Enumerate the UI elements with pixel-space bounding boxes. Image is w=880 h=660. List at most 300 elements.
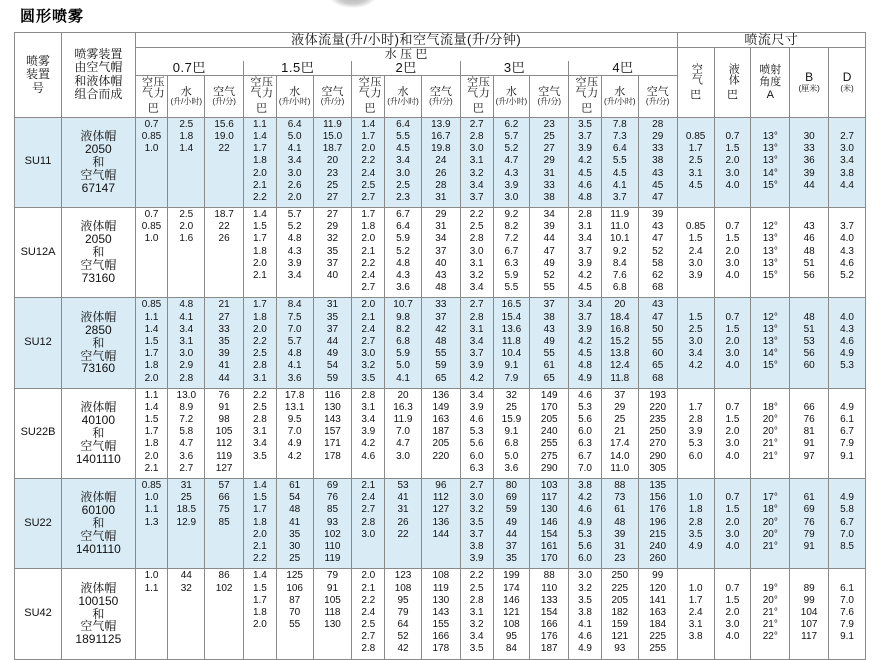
- air-pressure-1-5: [244, 479, 277, 569]
- cell-value: 60: [652, 348, 664, 360]
- cell-value: 95: [397, 594, 409, 606]
- dim-b: [790, 208, 829, 298]
- cell-value: 49: [505, 516, 517, 528]
- dim-air-line-1: 空气: [690, 63, 703, 86]
- air-pressure-2: [352, 479, 385, 569]
- cell-value: 8.5: [840, 540, 854, 552]
- cell-value: 1.1: [144, 311, 159, 323]
- airflow-0-7: [205, 479, 244, 569]
- cap-line: 和: [92, 606, 105, 621]
- cell-value: 1.1: [252, 118, 267, 130]
- cell-value: 184: [649, 619, 667, 631]
- cell-value: 18°: [762, 401, 778, 413]
- cell-value: 3.9: [578, 143, 592, 155]
- cap-line: 空气帽: [80, 167, 117, 182]
- cell-value: 21°: [762, 450, 778, 462]
- water-2: [385, 298, 422, 388]
- cell-value: 250: [611, 570, 629, 582]
- cell-value: 240: [649, 540, 667, 552]
- cell-value: 15°: [762, 270, 778, 282]
- cell-value: 170: [540, 553, 558, 565]
- cell-value: 121: [503, 606, 520, 618]
- cell-value: 146: [503, 594, 520, 606]
- cell-value: 3.4: [469, 335, 484, 347]
- cell-value: 3.5: [252, 450, 267, 462]
- cell-value: 3.6: [396, 282, 410, 294]
- cell-value: 4.8: [578, 360, 592, 372]
- cell-value: 6.7: [840, 426, 854, 438]
- cell-value: 99: [803, 594, 815, 606]
- cell-value: 3.0: [725, 167, 740, 179]
- cell-value: 2.9: [179, 360, 194, 372]
- cell-value: 3.0: [469, 245, 484, 257]
- cell-value: 2.0: [725, 155, 740, 167]
- airflow-0-7: [205, 569, 244, 659]
- cell-value: 3.0: [725, 528, 740, 540]
- cell-value: 4.6: [361, 450, 376, 462]
- cell-value: 3.4: [179, 323, 194, 335]
- cell-value: 59: [505, 504, 517, 516]
- cap-line: 空气帽: [80, 258, 117, 273]
- cell-value: 4.8: [396, 257, 410, 269]
- cell-value: 123: [394, 570, 412, 582]
- cell-value: 1.7: [144, 426, 159, 438]
- cell-value: 3.7: [578, 130, 592, 142]
- dim-b: [790, 117, 829, 207]
- cell-value: 93: [614, 643, 626, 655]
- cell-value: [168, 156, 204, 168]
- dim-b: [790, 479, 829, 569]
- cell-value: 255: [649, 643, 667, 655]
- cell-value: 42: [435, 323, 447, 335]
- cell-value: 35: [289, 528, 301, 540]
- cell-value: 7.0: [840, 528, 854, 540]
- cell-value: 65: [543, 372, 555, 384]
- water-3: [493, 298, 530, 388]
- cell-value: 99: [652, 570, 664, 582]
- cell-value: 3.4: [361, 414, 376, 426]
- cell-value: 2.4: [688, 606, 703, 618]
- cell-value: [168, 247, 204, 259]
- cell-value: 38: [652, 155, 664, 167]
- header-unit-water-4: 水 (升/小时): [601, 76, 638, 118]
- dim-angle-line-3: A: [766, 88, 774, 101]
- cell-value: 3.7: [469, 348, 484, 360]
- cell-value: 44: [326, 335, 339, 347]
- cell-value: 43: [652, 299, 664, 311]
- cell-value: [205, 169, 243, 181]
- cell-value: 66: [218, 492, 230, 504]
- cell-value: 6.3: [469, 462, 484, 474]
- model-head-line: 喷雾: [26, 53, 51, 68]
- cell-value: 3.0: [396, 167, 410, 179]
- cell-value: 52: [397, 631, 409, 643]
- cell-value: 76: [326, 492, 339, 504]
- cell-value: 16.3: [393, 401, 413, 413]
- cell-value: [385, 464, 421, 476]
- cell-value: 22: [218, 221, 230, 233]
- header-unit-air-pressure-0-7: 空气压力巴: [135, 76, 168, 118]
- cell-value: 6.4: [396, 221, 410, 233]
- cell-value: 41: [397, 492, 409, 504]
- cell-value: 27: [326, 191, 339, 203]
- dim-air-bar: [677, 117, 714, 207]
- air-pressure-2: [352, 298, 385, 388]
- cell-value: [314, 464, 352, 476]
- cell-value: 3.5: [361, 372, 376, 384]
- cell-value: [244, 464, 276, 476]
- cell-value: 0.85: [141, 221, 162, 233]
- cell-value: 4.1: [179, 311, 194, 323]
- cell-value: 7.6: [612, 270, 627, 282]
- cell-value: 4.0: [725, 360, 740, 372]
- cell-value: 4.0: [725, 631, 740, 643]
- cell-value: 1.5: [725, 233, 740, 245]
- cell-value: 17.4: [610, 438, 630, 450]
- cell-value: 20°: [762, 516, 778, 528]
- cell-value: 2.7: [469, 118, 484, 130]
- cell-value: 53: [397, 480, 409, 492]
- cell-value: 4.5: [396, 143, 410, 155]
- airflow-3: [530, 479, 569, 569]
- cell-value: 22: [397, 528, 409, 540]
- cell-value: 52: [543, 270, 555, 282]
- header-pressure-2: 2巴: [352, 61, 460, 76]
- cell-value: 6.7: [396, 209, 410, 221]
- cell-value: 4.6: [578, 631, 592, 643]
- cell-value: 70: [289, 606, 301, 618]
- cell-value: 2.8: [469, 594, 484, 606]
- cell-value: 34: [543, 209, 555, 221]
- cell-value: 0.85: [685, 130, 706, 142]
- cell-value: 2.8: [361, 389, 376, 401]
- dim-air-bar: [677, 208, 714, 298]
- cell-value: 3.1: [361, 401, 376, 413]
- dim-b: [790, 569, 829, 659]
- cell-value: 0.7: [725, 221, 740, 233]
- cell-value: 2.4: [361, 492, 376, 504]
- cell-value: 21: [614, 426, 626, 438]
- cell-value: 166: [432, 631, 450, 643]
- cell-value: 76: [803, 414, 815, 426]
- header-water-pressure-label: 水 压 巴: [352, 48, 460, 61]
- cell-value: 50: [652, 323, 664, 335]
- water-1-5: [276, 479, 313, 569]
- cell-value: 3.0: [688, 335, 703, 347]
- cell-value: 1.8: [144, 438, 159, 450]
- cell-value: 225: [649, 631, 667, 643]
- cell-value: 29: [435, 209, 447, 221]
- airflow-4: [638, 298, 677, 388]
- header-pressure-3: 3巴: [460, 61, 568, 76]
- cell-value: 1.8: [252, 311, 267, 323]
- cell-value: 37: [614, 389, 626, 401]
- cell-value: 240: [540, 426, 558, 438]
- cell-value: 4.1: [287, 360, 302, 372]
- cell-value: 43: [652, 167, 664, 179]
- cell-value: 7.3: [612, 130, 627, 142]
- header-dimension-group: 喷流尺寸: [677, 33, 865, 48]
- cell-value: 35: [218, 335, 230, 347]
- cell-value: 1.0: [144, 492, 159, 504]
- cell-value: 16.7: [431, 130, 451, 142]
- cell-value: 2.2: [252, 335, 267, 347]
- air-pressure-1-5: [244, 298, 277, 388]
- cell-value: 205: [611, 594, 629, 606]
- cell-value: 2.8: [252, 414, 267, 426]
- cell-value: 7.8: [612, 118, 627, 130]
- header-pressure-1-5: 1.5巴: [244, 61, 352, 76]
- cell-value: 44: [505, 528, 517, 540]
- cell-value: 9.1: [840, 631, 854, 643]
- cell-value: 4.3: [287, 245, 302, 257]
- cell-value: 3.6: [504, 462, 519, 474]
- cell-value: 32: [505, 389, 517, 401]
- cell-value: 3.1: [688, 619, 703, 631]
- cell-value: 2.0: [361, 233, 376, 245]
- cell-value: 59: [326, 372, 339, 384]
- cell-value: 31: [614, 540, 626, 552]
- cap-line: 和: [92, 516, 105, 531]
- cap-line: 40100: [81, 412, 116, 427]
- air-pressure-3: [460, 479, 493, 569]
- header-model-number: [15, 33, 62, 118]
- cell-value: 35: [326, 311, 339, 323]
- cell-value: 102: [215, 582, 233, 594]
- cell-value: 49: [543, 257, 555, 269]
- cell-value: 76: [803, 516, 815, 528]
- cap-combination: [62, 388, 136, 478]
- cap-head-line-3: 和液体帽: [74, 73, 123, 88]
- cell-value: [205, 156, 243, 168]
- cell-value: 3.0: [725, 438, 740, 450]
- cell-value: 3.6: [179, 450, 194, 462]
- cell-value: 2.2: [252, 389, 267, 401]
- cell-value: 1.4: [179, 143, 194, 155]
- cap-combination: [62, 569, 136, 659]
- cell-value: 104: [800, 606, 818, 618]
- cell-value: 205: [540, 414, 558, 426]
- cell-value: 13.9: [431, 118, 451, 130]
- cell-value: 27: [218, 311, 230, 323]
- cell-value: 48: [803, 311, 815, 323]
- cell-value: 110: [324, 540, 341, 552]
- water-2: [385, 388, 422, 478]
- cell-value: 13°: [762, 143, 778, 155]
- cell-value: 2.0: [252, 528, 267, 540]
- cell-value: 13°: [762, 130, 778, 142]
- cell-value: 105: [324, 594, 341, 606]
- cell-value: 4.6: [840, 257, 854, 269]
- cell-value: 176: [540, 631, 558, 643]
- cell-value: 2.6: [287, 179, 302, 191]
- cell-value: 18.4: [610, 311, 630, 323]
- cell-value: 260: [649, 553, 667, 565]
- cell-value: 4.2: [578, 335, 592, 347]
- cell-value: 4.5: [688, 179, 703, 191]
- page-title: 圆形喷雾: [20, 8, 85, 25]
- cell-value: 3.9: [469, 360, 484, 372]
- cell-value: 88: [614, 480, 626, 492]
- cell-value: 7.2: [504, 233, 519, 245]
- cell-value: 18.7: [322, 143, 343, 155]
- cell-value: 1.5: [252, 492, 267, 504]
- dim-spray-angle: [751, 208, 790, 298]
- cell-value: 2.7: [179, 462, 194, 474]
- air-pressure-4: [569, 569, 602, 659]
- cell-value: 3.0: [688, 257, 703, 269]
- cell-value: 4.6: [578, 179, 592, 191]
- cap-head-line-1: 喷雾装置: [74, 47, 123, 61]
- cap-line: 和: [92, 425, 105, 440]
- cap-line: 空气帽: [80, 348, 117, 363]
- header-unit-air-2: 空气 (升/分): [421, 76, 460, 118]
- cell-value: [168, 283, 204, 295]
- air-pressure-1-5: [244, 388, 277, 478]
- cell-value: 0.85: [685, 221, 706, 233]
- cell-value: 6.7: [504, 245, 519, 257]
- header-unit-air-1-5: 空气 (升/分): [313, 76, 352, 118]
- cell-value: 56: [803, 270, 815, 282]
- cell-value: 1.4: [361, 118, 376, 130]
- cell-value: 6.8: [396, 335, 410, 347]
- header-pressure-0-7: 0.7巴: [135, 61, 243, 76]
- header-row-water-pressure: [15, 48, 866, 61]
- cell-value: 6.3: [504, 257, 519, 269]
- cell-value: 1.0: [688, 492, 703, 504]
- cell-value: 4.9: [578, 372, 592, 384]
- cell-value: 14°: [762, 167, 778, 179]
- cell-value: 116: [324, 389, 341, 401]
- cell-value: 5.5: [396, 130, 410, 142]
- cell-value: 2.0: [725, 245, 740, 257]
- cap-line: 液体帽: [80, 309, 117, 324]
- cell-value: 88: [543, 570, 555, 582]
- air-pressure-3: [460, 298, 493, 388]
- cell-value: 3.0: [504, 191, 519, 203]
- cell-value: 0.85: [141, 480, 162, 492]
- cell-value: 3.5: [469, 643, 484, 655]
- cell-value: 1.8: [252, 155, 267, 167]
- cell-value: 1.5: [725, 594, 740, 606]
- cell-value: 6.8: [504, 438, 519, 450]
- cell-value: 33: [803, 143, 815, 155]
- cell-value: 5.5: [504, 282, 519, 294]
- cell-value: 1.0: [144, 570, 159, 582]
- airflow-3: [530, 117, 569, 207]
- cell-value: 108: [503, 619, 520, 631]
- dim-spray-angle: [751, 117, 790, 207]
- cell-value: 31: [180, 480, 192, 492]
- cell-value: 2.5: [179, 118, 194, 130]
- airflow-4: [638, 117, 677, 207]
- dim-b-unit: (厘米): [798, 83, 820, 93]
- cell-value: 275: [540, 450, 558, 462]
- cell-value: 4.2: [361, 438, 376, 450]
- cell-value: 159: [611, 619, 629, 631]
- header-spacer-right: [460, 48, 677, 61]
- header-unit-air-pressure-1-5: 空气压力巴: [244, 76, 277, 118]
- cell-value: 3.0: [469, 492, 484, 504]
- cell-value: 290: [649, 450, 667, 462]
- cell-value: [168, 193, 204, 205]
- cell-value: 97: [803, 450, 815, 462]
- cell-value: 91: [803, 438, 815, 450]
- water-2: [385, 479, 422, 569]
- cell-value: 39: [543, 221, 555, 233]
- air-pressure-0-7: [135, 479, 168, 569]
- cell-value: 149: [540, 389, 558, 401]
- cell-value: 3.8: [469, 540, 484, 552]
- cell-value: 13.1: [284, 401, 305, 413]
- table-row: [15, 569, 866, 659]
- cell-value: [136, 193, 168, 205]
- air-pressure-0-7: [135, 298, 168, 388]
- cell-value: [205, 193, 243, 205]
- cell-value: 2.1: [361, 480, 376, 492]
- cell-value: 57: [218, 480, 230, 492]
- air-pressure-4: [569, 298, 602, 388]
- cell-value: 4.0: [840, 233, 854, 245]
- cap-line: 2050: [84, 141, 112, 156]
- cell-value: 28: [652, 118, 664, 130]
- cell-value: 55: [289, 619, 301, 631]
- cell-value: 2.0: [725, 426, 740, 438]
- cell-value: 13.0: [176, 389, 197, 401]
- cell-value: 11.9: [610, 209, 630, 221]
- header-unit-air-0-7: 空气 (升/分): [205, 76, 244, 118]
- cell-value: 37: [326, 323, 339, 335]
- cell-value: 6.7: [578, 450, 592, 462]
- cell-value: 48: [435, 282, 447, 294]
- cell-value: 6.1: [840, 414, 854, 426]
- air-pressure-4: [569, 479, 602, 569]
- header-dim-air-bar: [677, 48, 714, 118]
- cell-value: [168, 169, 204, 181]
- cell-value: 21°: [762, 619, 778, 631]
- dim-d: [829, 298, 866, 388]
- airflow-1-5: [313, 479, 352, 569]
- cell-value: 4.7: [396, 438, 410, 450]
- cap-line: 空气帽: [80, 529, 117, 544]
- water-3: [493, 388, 530, 478]
- cell-value: 35: [505, 553, 517, 565]
- dim-liquid-bar: [714, 479, 751, 569]
- dim-liquid-bar: [714, 208, 751, 298]
- cell-value: 130: [540, 504, 558, 516]
- cell-value: 7.0: [840, 594, 854, 606]
- cell-value: 49: [326, 348, 339, 360]
- cell-value: 1.7: [688, 401, 703, 413]
- cell-value: 2.8: [252, 360, 267, 372]
- cell-value: 2.2: [469, 209, 484, 221]
- cell-value: 9.2: [612, 245, 627, 257]
- cell-value: 2.0: [144, 450, 159, 462]
- cell-value: 5.7: [287, 209, 302, 221]
- dim-spray-angle: [751, 298, 790, 388]
- cell-value: 235: [649, 414, 667, 426]
- cell-value: 20°: [762, 414, 778, 426]
- cell-value: 23: [326, 167, 339, 179]
- cap-line: 液体帽: [80, 490, 117, 505]
- cell-value: 52: [652, 245, 664, 257]
- cell-value: 1.7: [252, 504, 267, 516]
- cell-value: 4.3: [396, 270, 410, 282]
- cell-value: 3.1: [252, 426, 267, 438]
- cell-value: 2.2: [361, 594, 376, 606]
- cell-value: 2.0: [179, 221, 194, 233]
- cell-value: 2.5: [179, 209, 194, 221]
